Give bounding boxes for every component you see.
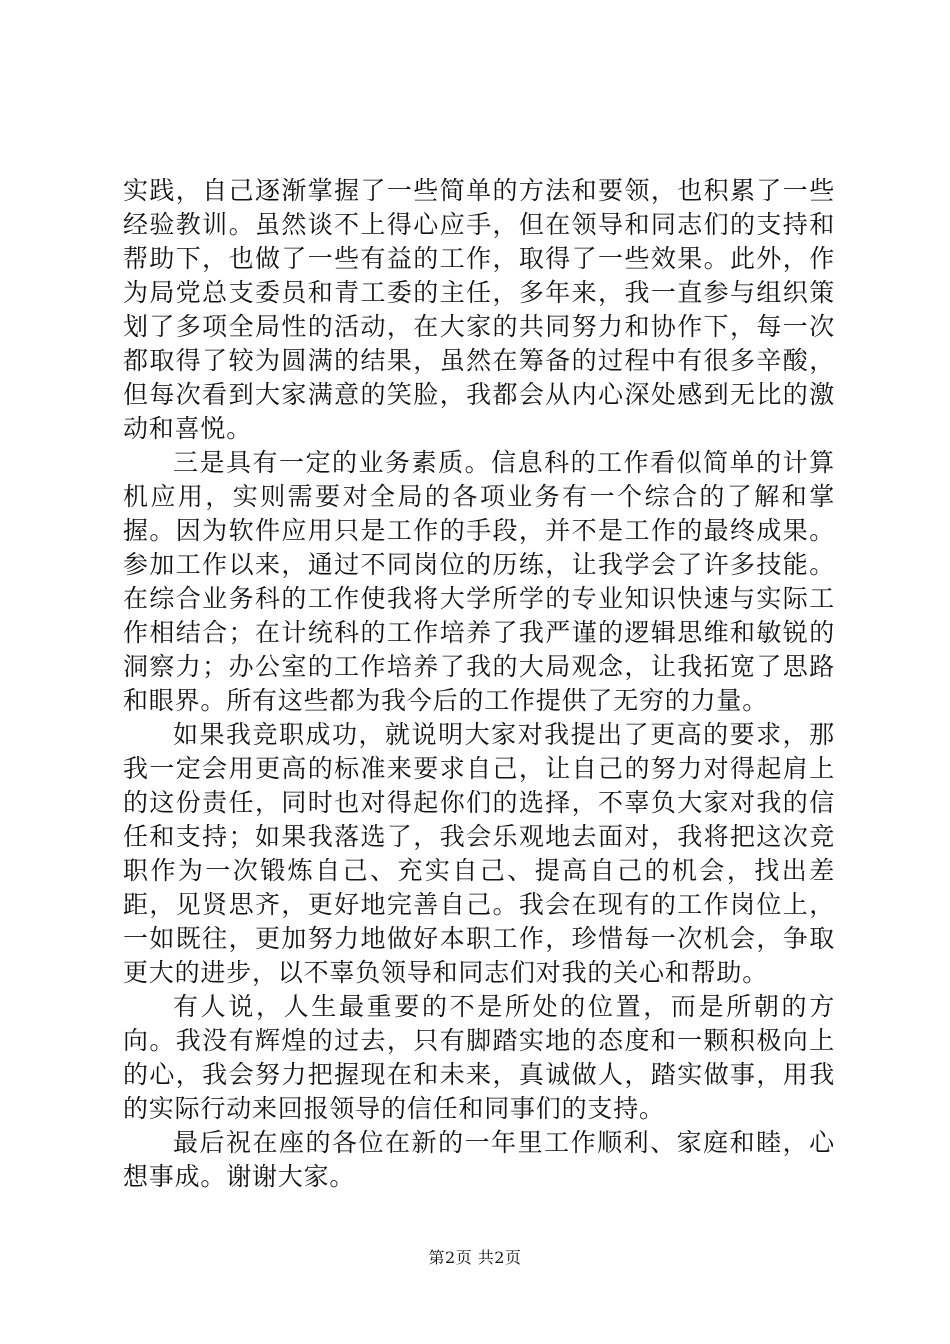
paragraph-1: 实践，自己逐渐掌握了一些简单的方法和要领，也积累了一些经验教训。虽然谈不上得心应手，但在领导和同志们的支持和帮助下，也做了一些有益的工作，取得了一些效果。此外，作为局党总支委员和青工委的主任，多年来，我一直参与组织策划了多项全局性的活动，在大家的共同努力和协作下，每一次都取得了较为圆满的结果，虽然在筹备的过程中有很多辛酸，但每次看到大家满意的笑脸，我都会从内心深处感到无比的激动和喜悦。 [123,176,835,443]
paragraph-5: 最后祝在座的各位在新的一年里工作顺利、家庭和睦，心想事成。谢谢大家。 [123,1128,835,1191]
paragraph-2: 三是具有一定的业务素质。信息科的工作看似简单的计算机应用，实则需要对全局的各项业务有一个综合的了解和掌握。因为软件应用只是工作的手段，并不是工作的最终成果。参加工作以来，通过不同岗位的历练，让我学会了许多技能。在综合业务科的工作使我将大学所学的专业知识快速与实际工作相结合；在计统科的工作培养了我严谨的逻辑思维和敏锐的洞察力；办公室的工作培养了我的大局观念，让我拓宽了思路和眼界。所有这些都为我今后的工作提供了无穷的力量。 [123,448,835,715]
document-body [123,174,835,1194]
page-number-footer: 第2页 共2页 [428,1248,522,1267]
paragraph-3: 如果我竞职成功，就说明大家对我提出了更高的要求，那我一定会用更高的标准来要求自己，让自己的努力对得起肩上的这份责任，同时也对得起你们的选择，不辜负大家对我的信任和支持；如果我落选了，我会乐观地去面对，我将把这次竞职作为一次锻炼自己、充实自己、提高自己的机会，找出差距，见贤思齐，更好地完善自己。我会在现有的工作岗位上，一如既往，更加努力地做好本职工作，珍惜每一次机会，争取更大的进步，以不辜负领导和同志们对我的关心和帮助。 [123,720,835,987]
paragraph-4: 有人说，人生最重要的不是所处的位置，而是所朝的方向。我没有辉煌的过去，只有脚踏实地的态度和一颗积极向上的心，我会努力把握现在和未来，真诚做人，踏实做事，用我的实际行动来回报领导的信任和同事们的支持。 [123,992,835,1123]
